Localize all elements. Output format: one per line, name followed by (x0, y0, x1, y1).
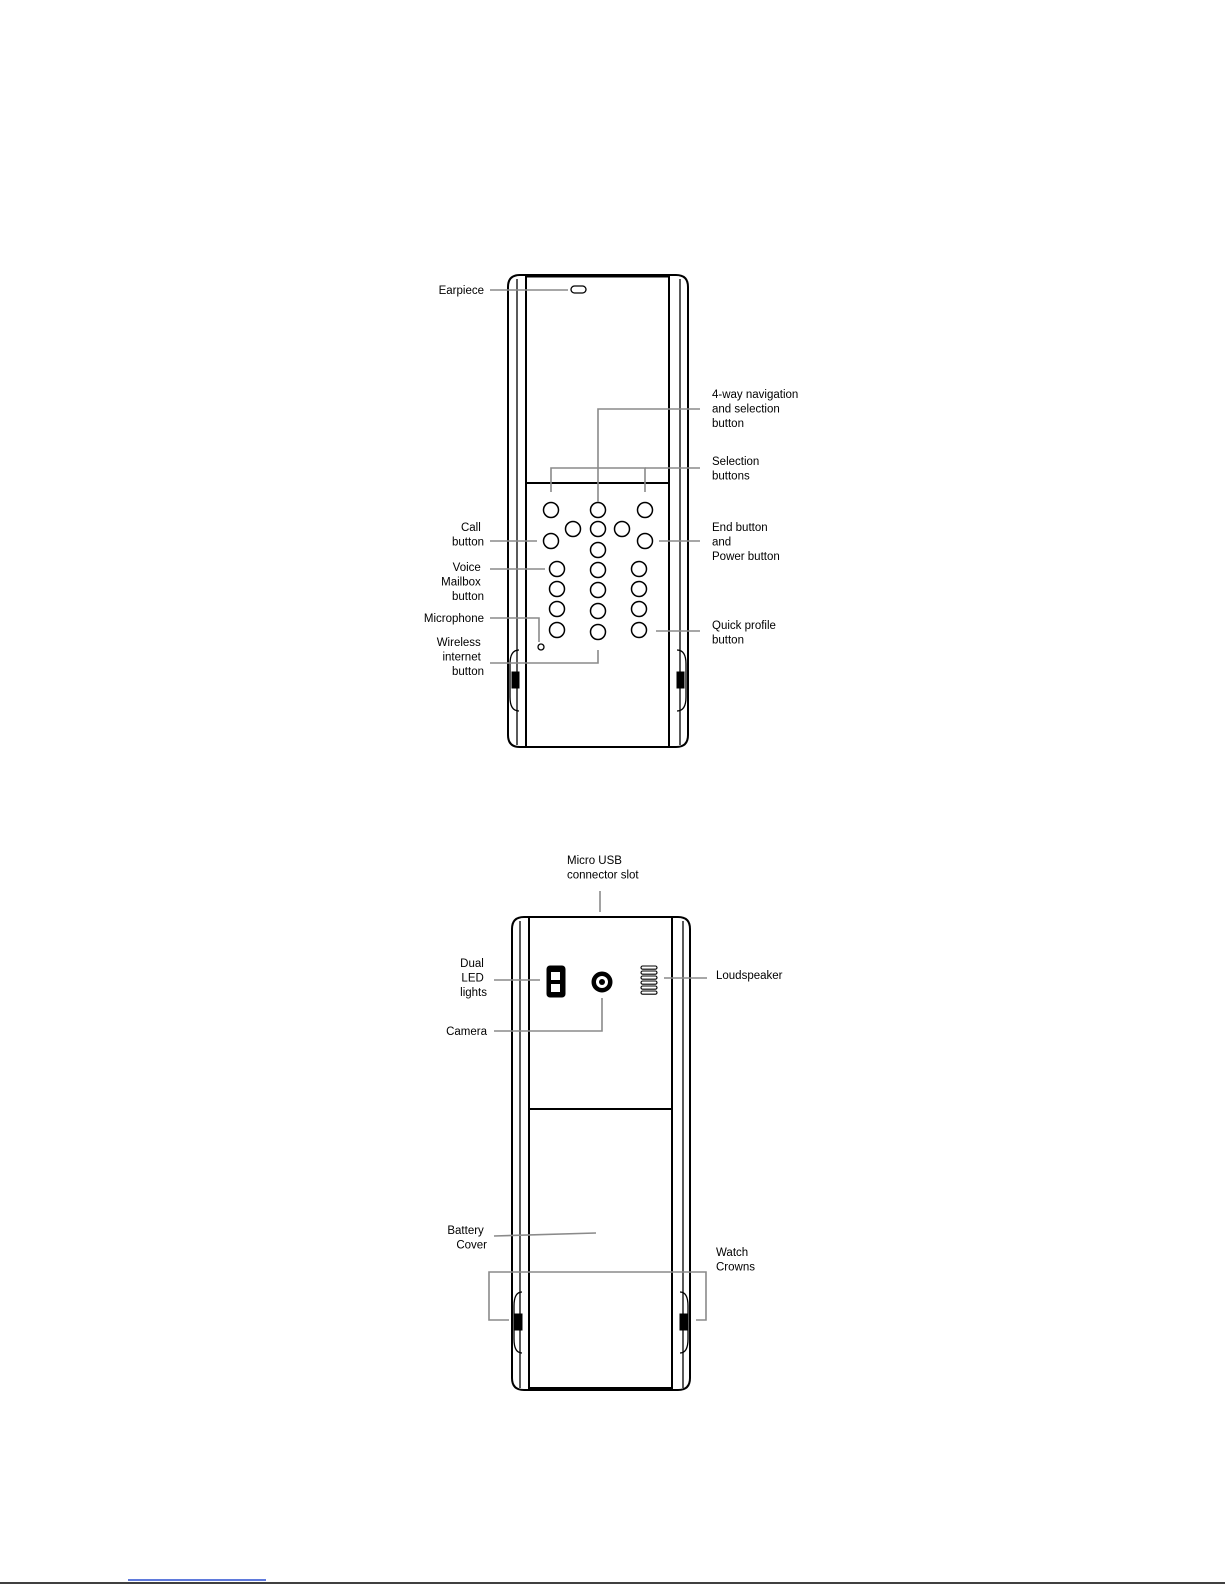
back-leader-lines (489, 891, 707, 1320)
keypad-button (632, 582, 647, 597)
voice-mailbox-label: Voice Mailbox button (441, 562, 484, 603)
keypad-button (544, 534, 559, 549)
end-button-label: End button and Power button (712, 522, 780, 563)
keypad-button (615, 522, 630, 537)
call-button-label: Call button (452, 522, 484, 549)
keypad-button (591, 625, 606, 640)
front-labels (424, 285, 802, 678)
loudspeaker-slot (641, 966, 657, 969)
dual-led-label: Dual LED lights (460, 958, 487, 999)
dual-led-lights (547, 966, 565, 997)
keypad-button (591, 604, 606, 619)
keypad (544, 503, 653, 640)
keypad-button (638, 534, 653, 549)
loudspeaker-grille (641, 966, 657, 994)
keypad-button (591, 543, 606, 558)
watch-crowns-label: Watch Crowns (716, 1247, 755, 1274)
front-right-crown (677, 650, 686, 711)
loudspeaker-label: Loudspeaker (716, 970, 783, 982)
loudspeaker-slot (641, 991, 657, 994)
battery-cover-label: Battery Cover (447, 1225, 487, 1252)
keypad-button (550, 562, 565, 577)
keypad-button (591, 583, 606, 598)
nav-button-label: 4-way navigation and selection button (712, 389, 799, 430)
keypad-button (550, 623, 565, 638)
wireless-internet-label: Wireless internet button (436, 637, 484, 678)
keypad-button (566, 522, 581, 537)
micro-usb-label: Micro USB connector slot (567, 855, 639, 882)
keypad-button (638, 503, 653, 518)
quick-profile-label: Quick profile button (712, 620, 776, 647)
back-view (446, 855, 783, 1390)
camera-label: Camera (446, 1026, 487, 1038)
keypad-button (591, 503, 606, 518)
front-left-crown (510, 650, 519, 711)
camera-lens (592, 972, 612, 992)
back-left-crown (514, 1292, 522, 1353)
keypad-button (632, 623, 647, 638)
keypad-button (544, 503, 559, 518)
loudspeaker-slot (641, 976, 657, 979)
keypad-button (632, 602, 647, 617)
keypad-button (591, 522, 606, 537)
microphone-hole (538, 644, 544, 650)
keypad-button (550, 582, 565, 597)
loudspeaker-slot (641, 971, 657, 974)
loudspeaker-slot (641, 981, 657, 984)
keypad-button (591, 563, 606, 578)
loudspeaker-slot (641, 986, 657, 989)
microphone-label: Microphone (423, 613, 484, 625)
front-view (424, 275, 802, 747)
footer (0, 1580, 1225, 1583)
back-right-crown (680, 1292, 688, 1353)
selection-buttons-label: Selection buttons (712, 456, 760, 483)
earpiece-label: Earpiece (438, 285, 484, 297)
keypad-button (550, 602, 565, 617)
earpiece-slot (571, 286, 586, 293)
keypad-button (632, 562, 647, 577)
